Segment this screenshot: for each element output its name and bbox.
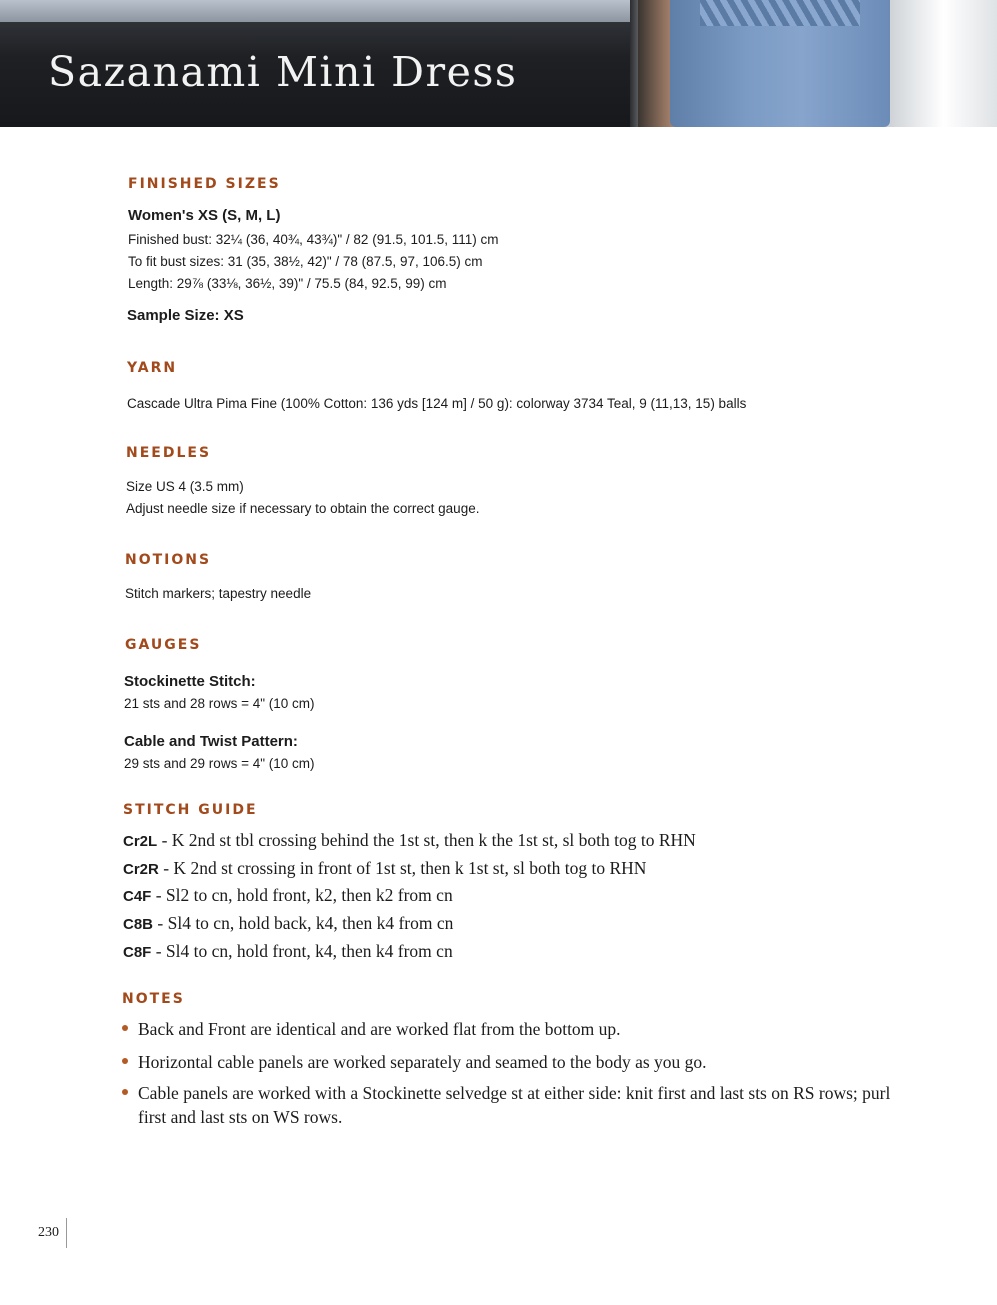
stitch-abbr: C8B — [123, 916, 154, 933]
stitch-desc: - Sl2 to cn, hold front, k2, then k2 from cn — [151, 885, 453, 905]
needle-adjust: Adjust needle size if necessary to obtain the correct gauge. — [126, 501, 480, 516]
page-number-rule — [66, 1218, 67, 1248]
stitch-desc: - Sl4 to cn, hold back, k4, then k4 from cn — [153, 913, 454, 933]
bullet-icon — [122, 1089, 128, 1095]
yarn-heading: YARN — [127, 360, 178, 376]
needle-size: Size US 4 (3.5 mm) — [126, 479, 244, 494]
stitch-desc: - K 2nd st crossing in front of 1st st, then k 1st st, sl both tog to RHN — [158, 858, 647, 878]
note-item: Horizontal cable panels are worked separately and seamed to the body as you go. — [138, 1052, 707, 1072]
notions-text: Stitch markers; tapestry needle — [125, 586, 312, 601]
bullet-icon — [122, 1058, 128, 1064]
gauges-heading: GAUGES — [125, 637, 202, 653]
stitch-entry — [123, 941, 453, 962]
notes-heading: NOTES — [122, 991, 185, 1007]
gauge-value: 29 sts and 29 rows = 4" (10 cm) — [124, 756, 315, 771]
dress-photo — [630, 0, 997, 127]
photo-background — [890, 0, 997, 127]
page-title: Sazanami Mini Dress — [48, 48, 518, 96]
gauge-label: Stockinette Stitch: — [124, 673, 256, 690]
stitch-desc: - Sl4 to cn, hold front, k4, then k4 from cn — [151, 941, 453, 961]
stitch-abbr: C4F — [123, 888, 152, 905]
sample-size: Sample Size: XS — [127, 307, 244, 324]
stitch-entry — [123, 858, 646, 879]
stitch-entry — [123, 830, 696, 851]
stitch-abbr: Cr2R — [123, 861, 159, 878]
needles-heading: NEEDLES — [126, 445, 212, 461]
page-number: 230 — [38, 1225, 59, 1240]
note-item: Cable panels are worked with a Stockinette selvedge st at either side: knit first and last sts on RS rows; purl first and last sts on WS rows. — [138, 1083, 891, 1127]
stitch-abbr: C8F — [123, 944, 152, 961]
yarn-text: Cascade Ultra Pima Fine (100% Cotton: 136 yds [124 m] / 50 g): colorway 3734 Teal, 9 (11,13, 15) balls — [127, 396, 747, 411]
stitch-abbr: Cr2L — [123, 833, 158, 850]
finished-sizes-heading: FINISHED SIZES — [128, 176, 281, 192]
gauge-label: Cable and Twist Pattern: — [124, 733, 298, 750]
stitch-guide-heading: STITCH GUIDE — [123, 802, 258, 818]
length-line: Length: 29⅞ (33⅛, 36½, 39)" / 75.5 (84, 92.5, 99) cm — [128, 276, 447, 291]
fit-bust-line: To fit bust sizes: 31 (35, 38½, 42)" / 78 (87.5, 97, 106.5) cm — [128, 254, 483, 269]
bullet-icon — [122, 1025, 128, 1031]
sizes-label: Women's XS (S, M, L) — [128, 207, 281, 224]
stitch-desc: - K 2nd st tbl crossing behind the 1st st, then k the 1st st, sl both tog to RHN — [157, 830, 696, 850]
finished-bust-line: Finished bust: 32¼ (36, 40¾, 43¾)" / 82 (91.5, 101.5, 111) cm — [128, 232, 499, 247]
photo-cable-detail — [700, 0, 860, 26]
banner-top-band — [0, 0, 640, 22]
title-banner — [0, 0, 997, 127]
gauge-value: 21 sts and 28 rows = 4" (10 cm) — [124, 696, 315, 711]
stitch-entry — [123, 913, 453, 934]
notions-heading: NOTIONS — [125, 552, 212, 568]
note-item: Back and Front are identical and are worked flat from the bottom up. — [138, 1019, 621, 1039]
stitch-entry — [123, 885, 453, 906]
